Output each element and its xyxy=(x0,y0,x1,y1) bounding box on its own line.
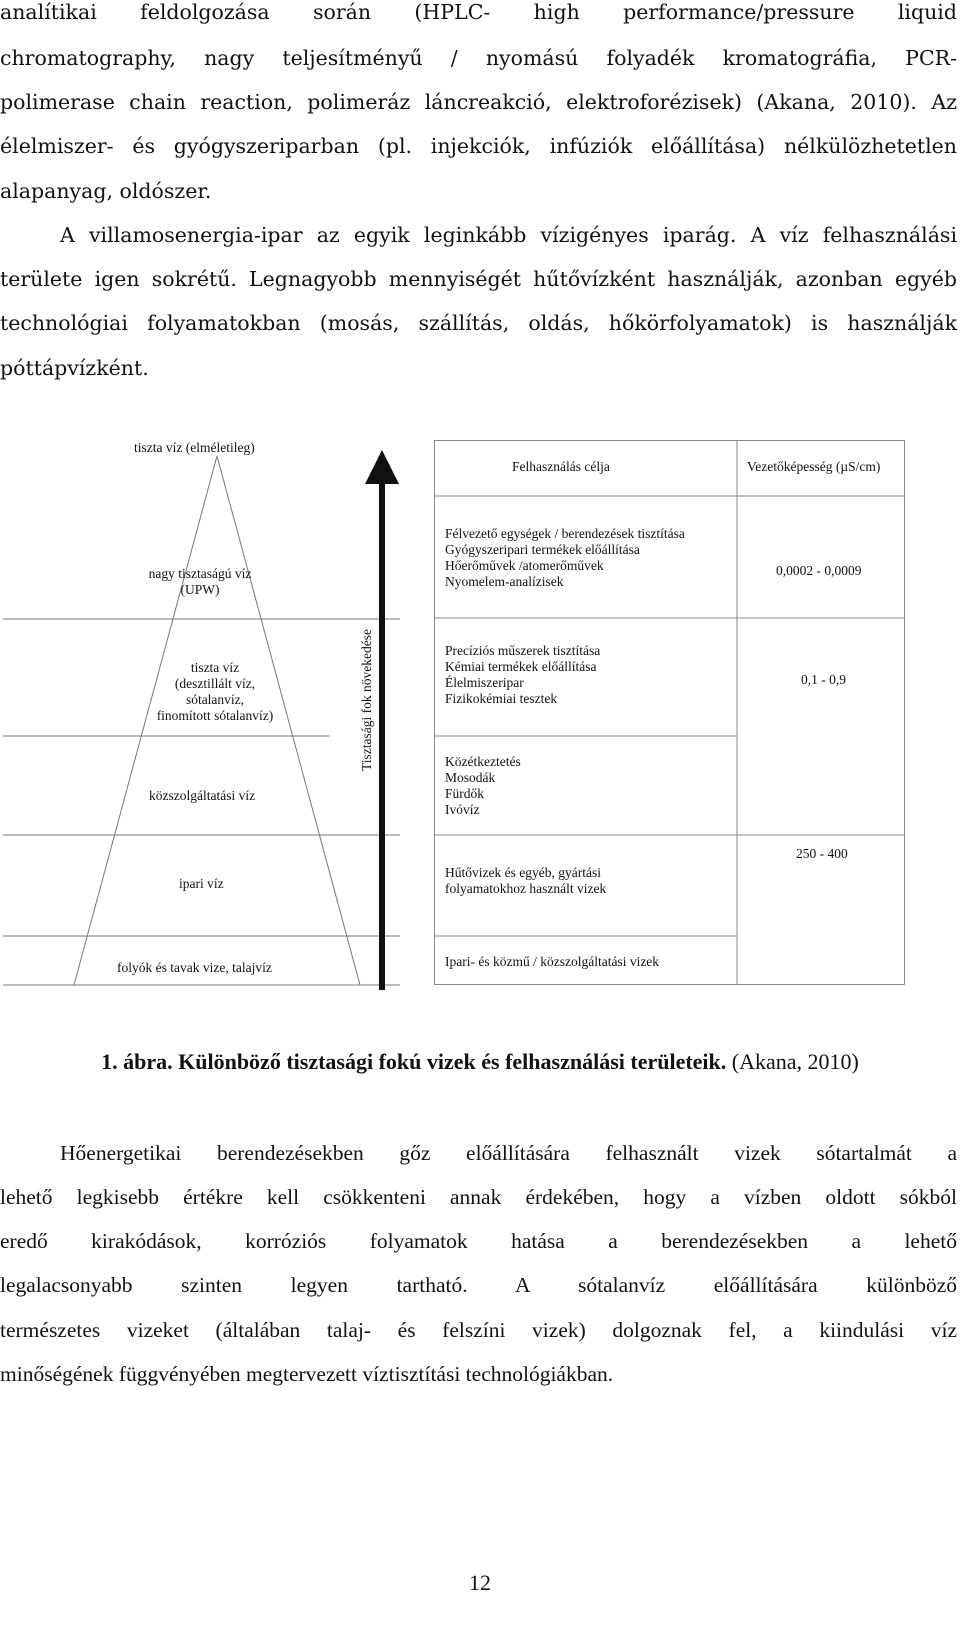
table-header-conductivity: Vezetőképesség (µS/cm) xyxy=(747,459,881,474)
intro-line-1: analítikai feldolgozása során (HPLC- high performance/pressure liquid xyxy=(0,0,957,24)
pyramid-level-label: ipari víz xyxy=(179,876,224,891)
table-cell-usage: Hűtővizek és egyéb, gyártási folyamatokhoz használt vizek xyxy=(445,865,607,896)
intro-line-4: élelmiszer- és gyógyszeriparban (pl. injekciók, infúziók előállítása) nélkülözhetetlen xyxy=(0,134,957,158)
intro-line-2: chromatography, nagy teljesítményű / nyomású folyadék kromatográfia, PCR- xyxy=(0,46,957,70)
purity-arrow-shaft xyxy=(379,480,385,990)
outro-line-5: természetes vizeket (általában talaj- és felszíni vizek) dolgoznak fel, a kiindulási víz xyxy=(0,1318,957,1342)
figure-caption-source: (Akana, 2010) xyxy=(726,1049,859,1074)
page-number: 12 xyxy=(469,1570,491,1595)
table-cell-usage: Félvezető egységek / berendezések tisztítása Gyógyszeripari termékek előállítása Hőerőművek /atomerőművek Nyomelem-analízisek xyxy=(445,526,685,589)
outro-line-1: Hőenergetikai berendezésekben gőz előállítására felhasznált vizek sótartalmát a xyxy=(60,1141,957,1165)
pyramid-level-label: nagy tisztaságú víz (UPW) xyxy=(148,566,252,597)
outro-line-6: minőségének függvényében megtervezett víztisztítási technológiákban. xyxy=(0,1362,614,1386)
table-header-usage: Felhasználás célja xyxy=(512,459,610,474)
intro-line-8: technológiai folyamatokban (mosás, szállítás, oldás, hőkörfolyamatok) is használják xyxy=(0,311,957,335)
intro-line-3: polimerase chain reaction, polimeráz láncreakció, elektroforézisek) (Akana, 2010). Az xyxy=(0,90,957,114)
figure-caption-title: 1. ábra. Különböző tisztasági fokú vizek és felhasználási területeik. xyxy=(101,1049,727,1074)
pyramid-level-label: tiszta víz (desztillált víz, sótalanvíz, finomított sótalanvíz) xyxy=(156,660,274,723)
outro-line-2: lehető legkisebb értékre kell csökkenteni annak érdekében, hogy a vízben oldott sókból xyxy=(0,1185,957,1209)
intro-line-6: A villamosenergia-ipar az egyik leginkább vízigényes iparág. A víz felhasználási xyxy=(60,223,957,247)
outro-line-3: eredő kirakódások, korróziós folyamatok hatása a berendezésekben a lehető xyxy=(0,1229,957,1253)
figure-caption xyxy=(0,1042,960,1082)
table-cell-usage: Ipari- és közmű / közszolgáltatási vizek xyxy=(445,954,660,969)
purity-arrow-label: Tisztasági fok növekedése xyxy=(359,629,374,771)
table-frame xyxy=(435,441,905,985)
pyramid-level-label: folyók és tavak vize, talajvíz xyxy=(117,960,272,975)
pyramid-level-label: közszolgáltatási víz xyxy=(149,788,256,803)
table-cell-conductivity: 0,1 - 0,9 xyxy=(801,672,846,687)
water-purity-figure xyxy=(0,440,960,1040)
purity-arrow-head xyxy=(365,450,399,484)
table-cell-conductivity: 250 - 400 xyxy=(796,846,848,861)
outro-line-4: legalacsonyabb szinten legyen tartható. A sótalanvíz előállítására különböző xyxy=(0,1273,957,1297)
table-cell-usage: Precíziós műszerek tisztítása Kémiai termékek előállítása Élelmiszeripar Fizikokémiai tesztek xyxy=(445,643,601,706)
intro-line-7: területe igen sokrétű. Legnagyobb mennyiségét hűtővízként használják, azonban egyéb xyxy=(0,267,957,291)
intro-line-9: póttápvízként. xyxy=(0,356,149,380)
table-cell-usage: Közétkeztetés Mosodák Fürdők Ivóvíz xyxy=(445,754,521,817)
intro-line-5: alapanyag, oldószer. xyxy=(0,179,212,203)
table-cell-conductivity: 0,0002 - 0,0009 xyxy=(776,563,862,578)
pyramid-top-label: tiszta víz (elméletileg) xyxy=(134,440,255,455)
